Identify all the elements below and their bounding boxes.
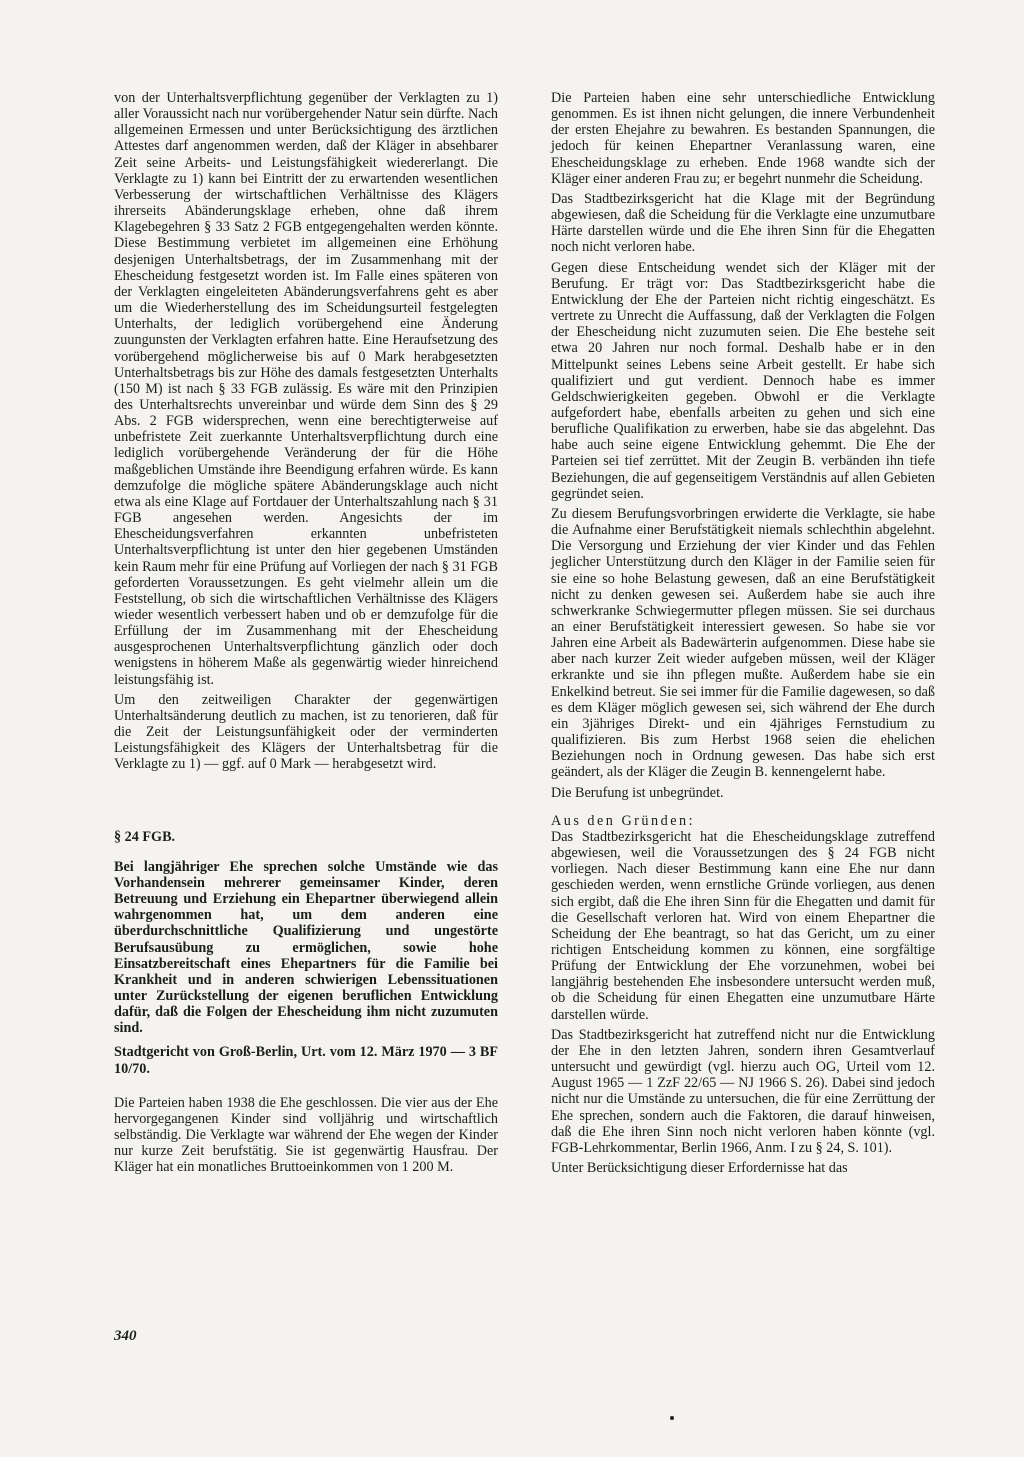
paragraph: Unter Berücksichtigung dieser Erfordernisse hat das [551,1160,848,1176]
scan-speck [670,1416,674,1420]
law-reference: § 24 FGB. [114,828,176,845]
reasons-heading: Aus den Gründen: [551,812,696,829]
paragraph: Die Parteien haben eine sehr unterschiedliche Entwicklung genommen. Es ist ihnen nicht gelungen, die innere Verbundenheit der ersten Ehejahre zu bewahren. Es bestanden Spannungen, die jedoch für keinen Ehepartner Veranlassung waren, eine Ehescheidungsklage zu erheben. Ende 1968 wandte sich der Kläger einer anderen Frau zu; er begehrt nunmehr die Scheidung. [551,90,935,187]
left-column [114,90,498,1180]
paragraph: Gegen diese Entscheidung wendet sich der Kläger mit der Berufung. Er trägt vor: Das Stadtbezirksgericht habe die Entwicklung der Ehe der Parteien nicht richtig eingeschätzt. Es vertrete zu Unrecht die Auffassung, daß der Verklagten die Folgen der Ehescheidung nicht zuzumuten seien. Die Ehe bestehe seit etwa 20 Jahren nur noch formal. Deshalb habe er in den Mittelpunkt seines Lebens seine Arbeit gestellt. Er habe sich qualifiziert und gut verdient. Dennoch habe es immer Geldschwierigkeiten gegeben. Obwohl er die Verklagte aufgefordert habe, ebenfalls arbeiten zu gehen und sich eine berufliche Qualifikation zu erwerben, habe sie das abgelehnt. Das habe auch seine eigene Entwicklung gehemmt. Die Ehe der Parteien sei tief zerrüttet. Mit der Zeugin B. verbänden ihn tiefe Beziehungen, die auf gegenseitigem Verständnis auf allen Gebieten gegründet seien. [551,259,935,502]
right-column [551,90,935,1180]
facts-paragraph: Die Parteien haben 1938 die Ehe geschlossen. Die vier aus der Ehe hervorgegangenen Kinder sind volljährig und wirtschaftlich selbständig. Die Verklagte war während der Ehe wegen der Kinder nur kurze Zeit berufstätig. Sie ist gegenwärtig Hausfrau. Der Kläger hat ein monatliches Bruttoeinkommen von 1 200 M. [114,1094,498,1176]
paragraph: von der Unterhaltsverpflichtung gegenüber der Verklagten zu 1) aller Voraussicht nach nur vorübergehender Natur sein dürfte. Nach allgemeinen Ermessen und unter Berücksichtigung des ärztlichen Attestes darf angenommen werden, daß der Kläger in absehbarer Zeit seine Arbeits- und Leistungsfähigkeit wiedererlangt. Die Verklagte zu 1) kann bei Eintritt der zu erwartenden wesentlichen Verbesserung der wirtschaftlichen Verhältnisse des Klägers ihrerseits Abänderungsklage erheben, ohne daß ihrem Klagebegehren § 33 Satz 2 FGB entgegengehalten werden könnte. Diese Bestimmung verbietet im allgemeinen eine Erhöhung desjenigen Unterhaltsbetrags, der im Zusammenhang mit der Ehescheidung festgesetzt worden ist. Im Falle eines späteren von der Verklagten eingeleiteten Abänderungsverfahrens geht es aber um die Wiederherstellung des im Scheidungsurteil festgelegten Unterhalts, der lediglich vorübergehend eine Änderung zuungunsten der Verklagten erfahren hatte. Eine Heraufsetzung des vorübergehend möglicherweise bis auf 0 Mark herabgesetzten Unterhaltsbetrags bis zur Höhe des damals festgesetzten Unterhalts (150 M) ist nach § 33 FGB zulässig. Es wäre mit den Prinzipien des Unterhaltsrechts unvereinbar und würde dem Sinn des § 29 Abs. 2 FGB widersprechen, wenn eine berechtigterweise auf unbefristete Zeit zuerkannte Unterhaltsverpflichtung durch eine lediglich vorübergehende Veränderung der für die Höhe maßgeblichen Umstände ihre Beendigung erfahren würde. Es kann demzufolge die mögliche spätere Abänderungsklage auch nicht etwa als eine Klage auf Fortdauer der Unterhaltszahlung nach § 31 FGB angesehen werden. Angesichts der im Ehescheidungsverfahren erkannten unbefristeten Unterhaltsverpflichtung ist unter den hier gegebenen Umständen kein Raum mehr für eine Prüfung auf Vorliegen der nach § 31 FGB geforderten Voraussetzungen. Es geht vielmehr allein um die Feststellung, ob sich die wirtschaftlichen Verhältnisse des Klägers wieder wesentlich verbessert haben und ob er demzufolge für die Erfüllung der im Zusammenhang mit der Ehescheidung ausgesprochenen Unterhaltsverpflichtung gänzlich oder doch wenigstens in höherem Maße als gegenwärtig wieder hinreichend leistungsfähig ist. [114,90,498,688]
paragraph: Die Berufung ist unbegründet. [551,784,724,801]
paragraph: Das Stadtbezirksgericht hat die Ehescheidungsklage zutreffend abgewiesen, weil die Voraussetzungen des § 24 FGB nicht vorliegen. Nach dieser Bestimmung kann eine Ehe nur dann geschieden werden, wenn ernstliche Gründe vorliegen, aus denen sich ergibt, daß die Ehe ihren Sinn für die Ehegatten und damit für die Gesellschaft verloren hat. Wird von einem Ehepartner die Scheidung der Ehe beantragt, so hat das Gericht, um zu einer richtigen Entscheidung kommen zu können, eine sorgfältige Prüfung der Entwicklung der Ehe vorzunehmen, wobei bei langjährig bestehenden Ehe insbesondere untersucht werden muß, ob die Scheidung für einen Ehegatten eine unzumutbare Härte darstellen würde. [551,828,935,1023]
paragraph: Das Stadtbezirksgericht hat die Klage mit der Begründung abgewiesen, daß die Scheidung für die Verklagte eine unzumutbare Härte darstellen würde und die Ehe ihren Sinn für die Ehegatten noch nicht verloren habe. [551,190,935,256]
paragraph: Zu diesem Berufungsvorbringen erwiderte die Verklagte, sie habe die Aufnahme einer Berufstätigkeit niemals schlechthin abgelehnt. Die Versorgung und Erziehung der vier Kinder und das Fehlen jeglicher Unterstützung durch den Kläger in der Familie seien für sie eine so hohe Belastung gewesen, daß an eine Berufstätigkeit nicht zu denken gewesen sei. Außerdem habe sie auch ihre schwerkranke Schwiegermutter pflegen müssen. Sie sei durchaus an einer Berufstätigkeit interessiert gewesen. So habe sie vor Jahren eine Arbeit als Badewärterin aufgenommen. Diese habe sie aber nach kurzer Zeit wieder aufgeben müssen, weil der Kläger erkrankte und sie ihn pflegen mußte. Außerdem habe sie ein Enkelkind betreut. Sie sei immer für die Familie dagewesen, so daß es dem Kläger möglich gewesen sei, sich während der Ehe durch ein 3jähriges Direkt- und ein 4jähriges Fernstudium zu qualifizieren. Bis zum Herbst 1968 seien die ehelichen Beziehungen noch in Ordnung gewesen. Das habe sich erst geändert, als der Kläger die Zeugin B. kennengelernt habe. [551,505,935,781]
court-reference: Stadtgericht von Groß-Berlin, Urt. vom 12. März 1970 — 3 BF 10/70. [114,1044,498,1077]
paragraph: Das Stadtbezirksgericht hat zutreffend nicht nur die Entwicklung der Ehe in den letzten Jahren, sondern ihren Gesamtverlauf untersucht und gewürdigt (vgl. hierzu auch OG, Urteil vom 12. August 1965 — 1 ZzF 22/65 — NJ 1966 S. 26). Dabei sind jedoch nicht nur die Umstände zu untersuchen, die für eine Zerrüttung der Ehe sprechen, sondern auch die Faktoren, die darauf hinweisen, daß die Ehe ihren Sinn noch nicht verloren haben könnte (vgl. FGB-Lehrkommentar, Berlin 1966, Anm. I zu § 24, S. 101). [551,1026,935,1156]
page-number: 340 [114,1328,137,1344]
paragraph: Um den zeitweiligen Charakter der gegenwärtigen Unterhaltsänderung deutlich zu machen, ist zu tenorieren, daß für die Zeit der Leistungsunfähigkeit oder der verminderten Leistungsfähigkeit des Klägers der Unterhaltsbetrag für die Verklagte zu 1) — ggf. auf 0 Mark — herabgesetzt wird. [114,691,498,773]
headnote: Bei langjähriger Ehe sprechen solche Umstände wie das Vorhandensein mehrerer gemeinsamer Kinder, deren Betreuung und Erziehung ein Ehepartner überwiegend allein wahrgenommen hat, um dem anderen eine überdurchschnittliche Qualifizierung und ungestörte Berufsausübung zu ermöglichen, sowie hohe Einsatzbereitschaft eines Ehepartners für die Familie bei Krankheit und in anderen schwierigen Lebenssituationen unter Zurückstellung der eigenen beruflichen Entwicklung dafür, daß die Folgen der Ehescheidung ihm nicht zuzumuten sind. [114,858,498,1037]
